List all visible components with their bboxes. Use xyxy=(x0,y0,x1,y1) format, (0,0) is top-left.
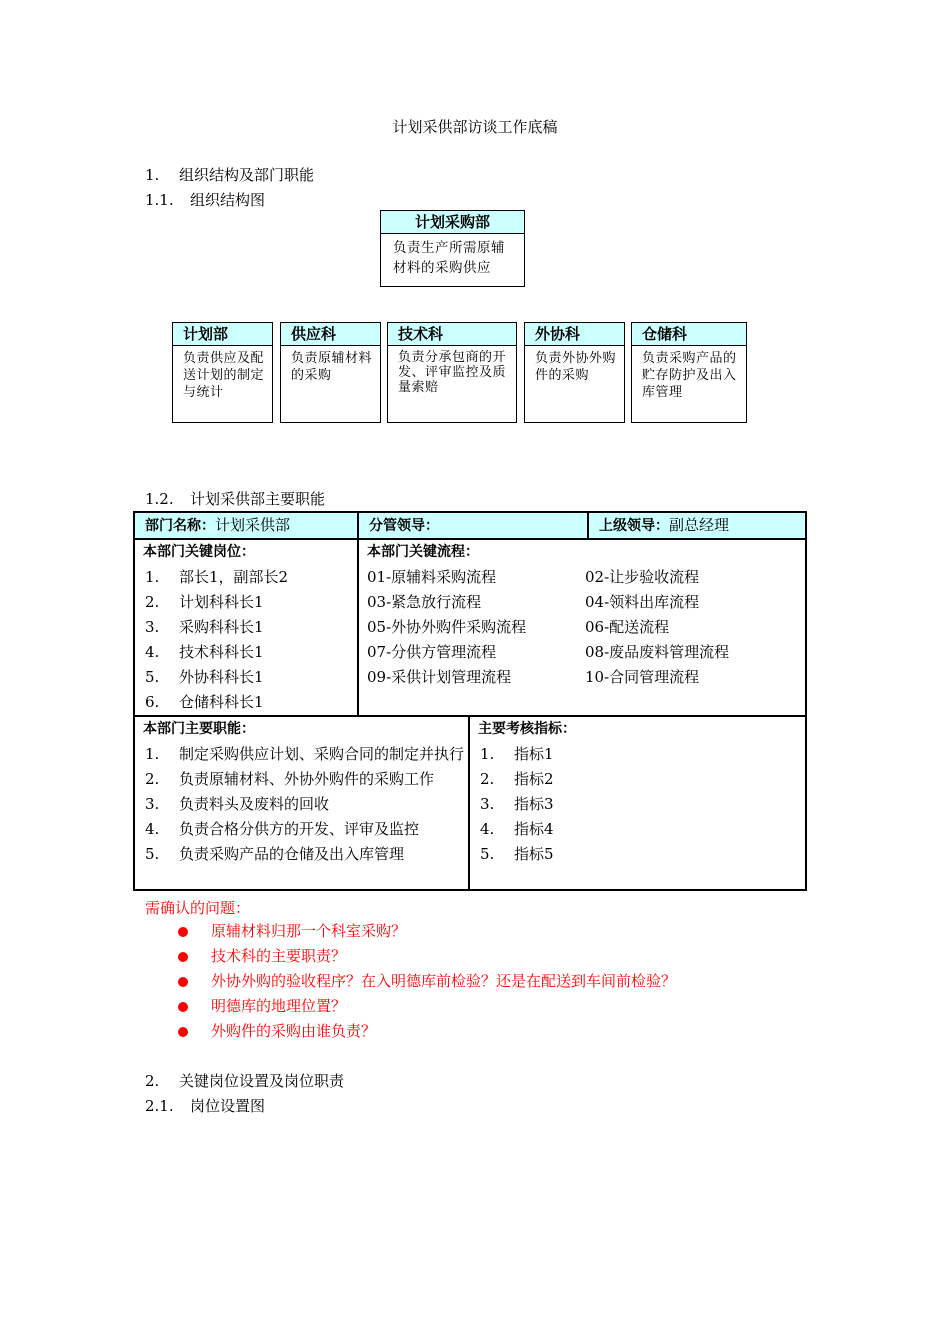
dept-name-cell xyxy=(134,512,358,539)
section-2-1-heading xyxy=(145,1095,265,1116)
list-item xyxy=(135,742,468,767)
item-number: 3. xyxy=(145,618,160,636)
list-item xyxy=(470,842,805,867)
list-item xyxy=(135,590,357,615)
item-text: 制定采购供应计划、采购合同的制定并执行 xyxy=(179,745,465,763)
document-title: 计划采供部访谈工作底稿 xyxy=(392,118,558,136)
item-number: 5. xyxy=(145,845,160,863)
section-number: 2.1. xyxy=(145,1097,174,1115)
flow-item: 05-外协外购件采购流程 xyxy=(367,618,527,636)
item-text: 负责料头及废料的回收 xyxy=(179,795,330,813)
main-duties-cell xyxy=(134,716,469,890)
bullet-icon xyxy=(178,927,188,937)
item-number: 3. xyxy=(480,795,495,813)
item-text: 部长1，副部长2 xyxy=(179,568,289,586)
item-text: 指标1 xyxy=(514,745,554,763)
flow-item: 07-分供方管理流程 xyxy=(367,643,497,661)
main-duties-list xyxy=(135,742,468,867)
section-label: 组织结构图 xyxy=(190,191,266,209)
question-item xyxy=(178,944,676,969)
superior-value: 副总经理 xyxy=(669,516,730,534)
dept-name-label: 部门名称： xyxy=(145,518,215,534)
item-text: 技术科科长1 xyxy=(179,643,264,661)
list-item xyxy=(135,640,357,665)
org-box-desc: 负责外协外购件的采购 xyxy=(535,351,617,383)
question-item xyxy=(178,969,676,994)
duty-table xyxy=(133,511,807,891)
org-box-desc: 负责生产所需原辅材料的采购供应 xyxy=(393,240,505,276)
item-number: 2. xyxy=(480,770,495,788)
section-number: 1.2. xyxy=(145,490,174,508)
item-text: 外协科科长1 xyxy=(179,668,264,686)
list-item xyxy=(135,817,468,842)
section-number: 1. xyxy=(145,166,160,184)
item-number: 3. xyxy=(145,795,160,813)
section-1-1-heading xyxy=(145,189,265,210)
section-1-2-heading xyxy=(145,488,325,509)
flow-item: 02-让步验收流程 xyxy=(585,568,700,586)
superior-cell xyxy=(588,512,806,539)
main-duties-title: 本部门主要职能： xyxy=(143,721,255,737)
flow-item: 03-紧急放行流程 xyxy=(367,593,482,611)
supervisor-cell xyxy=(358,512,588,539)
key-posts-list xyxy=(135,565,357,715)
item-number: 2. xyxy=(145,770,160,788)
flow-item: 09-采供计划管理流程 xyxy=(367,668,512,686)
list-item xyxy=(135,690,357,715)
item-number: 4. xyxy=(145,820,160,838)
org-box-dept xyxy=(172,322,273,423)
question-text: 外购件的采购由谁负责？ xyxy=(211,1022,377,1040)
question-item xyxy=(178,1019,676,1044)
dept-name-value: 计划采供部 xyxy=(215,516,291,534)
section-number: 1.1. xyxy=(145,191,174,209)
item-text: 负责采购产品的仓储及出入库管理 xyxy=(179,845,405,863)
list-item xyxy=(470,792,805,817)
kpi-cell xyxy=(469,716,806,890)
section-label: 组织结构及部门职能 xyxy=(179,166,315,184)
list-item xyxy=(135,842,468,867)
item-text: 指标3 xyxy=(514,795,554,813)
org-box-desc: 负责采购产品的贮存防护及出入库管理 xyxy=(642,351,737,400)
org-box-desc: 负责分承包商的开发、评审监控及质量索赔 xyxy=(398,350,507,395)
flow-item: 01-原辅料采购流程 xyxy=(367,568,497,586)
questions-title: 需确认的问题： xyxy=(145,899,251,917)
org-box-dept xyxy=(524,322,625,423)
list-item xyxy=(470,742,805,767)
org-box-top xyxy=(380,210,525,287)
key-posts-title: 本部门关键岗位： xyxy=(143,544,255,560)
item-number: 5. xyxy=(480,845,495,863)
org-box-title: 仓储科 xyxy=(632,323,746,346)
supervisor-label: 分管领导： xyxy=(369,518,439,534)
key-posts-cell xyxy=(134,539,358,716)
org-box-dept xyxy=(280,322,381,423)
kpi-list xyxy=(470,742,805,867)
section-label: 计划采供部主要职能 xyxy=(190,490,326,508)
item-number: 5. xyxy=(145,668,160,686)
org-box-title: 外协科 xyxy=(525,323,624,346)
list-item xyxy=(135,615,357,640)
question-item xyxy=(178,994,676,1019)
section-2-heading xyxy=(145,1070,344,1091)
org-box-title: 计划部 xyxy=(173,323,272,346)
section-number: 2. xyxy=(145,1072,160,1090)
list-item xyxy=(470,767,805,792)
item-text: 负责合格分供方的开发、评审及监控 xyxy=(179,820,420,838)
flow-item: 06-配送流程 xyxy=(585,618,670,636)
key-flows-title: 本部门关键流程： xyxy=(367,544,479,560)
item-text: 采购科科长1 xyxy=(179,618,264,636)
item-number: 1. xyxy=(145,745,160,763)
key-flows-cell xyxy=(358,539,806,716)
bullet-icon xyxy=(178,977,188,987)
question-item xyxy=(178,919,676,944)
bullet-icon xyxy=(178,952,188,962)
question-text: 明德库的地理位置？ xyxy=(211,997,347,1015)
kpi-title: 主要考核指标： xyxy=(478,721,576,737)
org-box-desc: 负责原辅材料的采购 xyxy=(291,351,373,383)
item-number: 4. xyxy=(145,643,160,661)
question-text: 技术科的主要职责？ xyxy=(211,947,347,965)
org-box-desc: 负责供应及配送计划的制定与统计 xyxy=(183,351,265,400)
list-item xyxy=(470,817,805,842)
question-text: 外协外购的验收程序？在入明德库前检验？还是在配送到车间前检验？ xyxy=(211,972,677,990)
org-box-title: 技术科 xyxy=(388,323,516,346)
item-number: 1. xyxy=(145,568,160,586)
key-flows-grid xyxy=(359,565,805,690)
section-label: 关键岗位设置及岗位职责 xyxy=(179,1072,345,1090)
org-box-dept xyxy=(631,322,747,423)
org-box-dept xyxy=(387,322,517,423)
item-text: 仓储科科长1 xyxy=(179,693,264,711)
section-label: 岗位设置图 xyxy=(190,1097,266,1115)
item-text: 指标4 xyxy=(514,820,554,838)
superior-label: 上级领导： xyxy=(599,518,669,534)
org-box-title: 供应科 xyxy=(281,323,380,346)
item-text: 指标5 xyxy=(514,845,554,863)
org-box-title: 计划采购部 xyxy=(381,211,524,234)
list-item xyxy=(135,792,468,817)
item-number: 2. xyxy=(145,593,160,611)
item-number: 6. xyxy=(145,693,160,711)
bullet-icon xyxy=(178,1027,188,1037)
flow-item: 10-合同管理流程 xyxy=(585,668,700,686)
questions-list xyxy=(178,919,676,1044)
item-number: 4. xyxy=(480,820,495,838)
item-text: 计划科科长1 xyxy=(179,593,264,611)
item-text: 指标2 xyxy=(514,770,554,788)
section-1-heading xyxy=(145,164,314,185)
item-number: 1. xyxy=(480,745,495,763)
flow-item: 04-领料出库流程 xyxy=(585,593,700,611)
question-text: 原辅材料归那一个科室采购？ xyxy=(211,922,407,940)
list-item xyxy=(135,665,357,690)
bullet-icon xyxy=(178,1002,188,1012)
item-text: 负责原辅材料、外协外购件的采购工作 xyxy=(179,770,435,788)
flow-item: 08-废品废料管理流程 xyxy=(585,643,730,661)
list-item xyxy=(135,767,468,792)
list-item xyxy=(135,565,357,590)
